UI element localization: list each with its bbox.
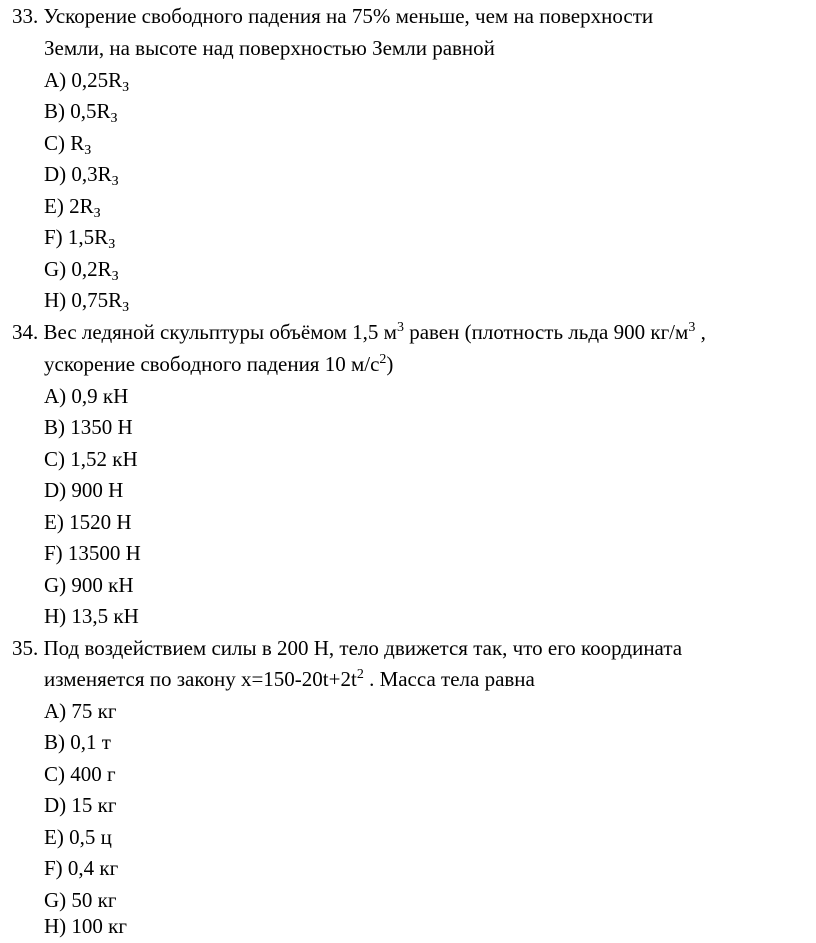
question-34-option-d: D) 900 Н (44, 478, 124, 502)
question-34-option-c: C) 1,52 кН (44, 447, 138, 471)
question-34-option-e: E) 1520 Н (44, 510, 132, 534)
question-35-option-g: G) 50 кг (44, 888, 117, 912)
question-33-option-c: C) $R_З$ (44, 131, 92, 158)
question-35-text-line1: 35. Под воздействием силы в 200 Н, тело движется так, что его координата (12, 636, 683, 660)
question-33-option-h: H) $0,75R_З$ (44, 288, 130, 315)
question-33-text-line2: Земли, на высоте над поверхностью Земли равной (44, 36, 495, 60)
question-34-option-f: F) 13500 Н (44, 541, 141, 565)
question-34-option-a: A) 0,9 кН (44, 384, 129, 408)
question-33-option-d: D) $0,3R_З$ (44, 162, 119, 189)
question-35-option-b: B) 0,1 т (44, 730, 111, 754)
question-34-option-h: H) 13,5 кН (44, 604, 139, 628)
question-35-option-a: A) 75 кг (44, 699, 117, 723)
question-34-text-line2: ускорение свободного падения 10 $м/с^2$) (44, 352, 394, 376)
question-33-option-b: B) $0,5R_З$ (44, 99, 118, 126)
question-33-option-a: A) $0,25R_З$ (44, 68, 130, 95)
question-34-text-line1: 34. Вес ледяной скульптуры объёмом 1,5 $м^3$ равен (плотность льда 900 $кг/м^3$ , (12, 320, 706, 344)
question-35-option-h: H) 100 кг (44, 914, 127, 938)
question-33-option-e: E) $2R_З$ (44, 194, 101, 221)
question-33-option-f: F) $1,5R_З$ (44, 225, 116, 252)
question-34-option-b: B) 1350 Н (44, 415, 133, 439)
question-35-option-e: E) 0,5 ц (44, 825, 112, 849)
question-35-option-f: F) 0,4 кг (44, 856, 119, 880)
question-35-text-line2: изменяется по закону $х=150-20t+2t^2$ . Масса тела равна (44, 667, 535, 691)
question-33-option-g: G) $0,2R_З$ (44, 257, 119, 284)
question-33-text-line1: 33. Ускорение свободного падения на 75% меньше, чем на поверхности (12, 4, 654, 28)
question-35-option-c: C) 400 г (44, 762, 116, 786)
question-34-option-g: G) 900 кН (44, 573, 134, 597)
question-35-option-d: D) 15 кг (44, 793, 117, 817)
